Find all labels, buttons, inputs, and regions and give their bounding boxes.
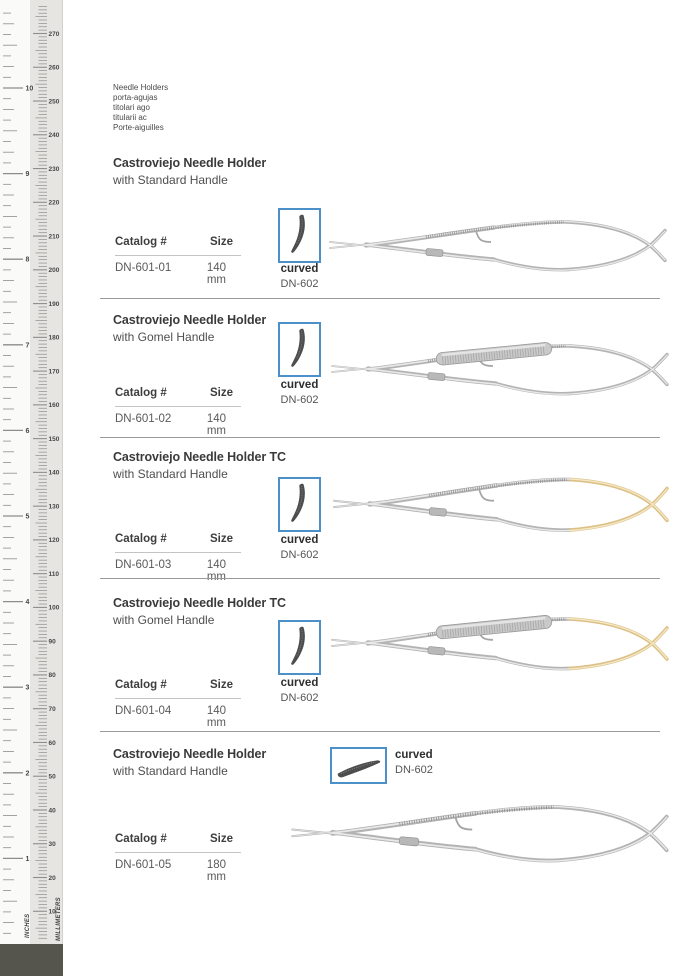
intro-line: porta-agujas bbox=[113, 93, 158, 102]
tip-style-code: DN-602 bbox=[280, 692, 319, 704]
curved-jaw-icon bbox=[280, 479, 319, 530]
product-spec-table bbox=[115, 833, 247, 883]
product-title: Castroviejo Needle Holder bbox=[113, 313, 267, 327]
curved-jaw-icon bbox=[280, 210, 319, 261]
svg-text:5: 5 bbox=[25, 513, 30, 521]
tip-style-label bbox=[263, 534, 336, 561]
intro-line: titularii ac bbox=[113, 113, 147, 122]
instrument-photo bbox=[330, 320, 670, 420]
svg-text:90: 90 bbox=[48, 638, 56, 646]
svg-text:8: 8 bbox=[25, 256, 30, 264]
category-intro bbox=[113, 83, 168, 133]
curved-jaw-icon bbox=[280, 324, 319, 375]
svg-text:120: 120 bbox=[48, 537, 60, 545]
svg-text:9: 9 bbox=[25, 171, 30, 179]
catalog-number: DN-601-02 bbox=[115, 413, 172, 425]
size-column-header: Size bbox=[210, 833, 234, 845]
tip-style-name: curved bbox=[395, 749, 433, 761]
product-spec-table bbox=[115, 387, 247, 437]
svg-text:20: 20 bbox=[48, 874, 56, 882]
svg-text:50: 50 bbox=[48, 773, 56, 781]
table-header-rule bbox=[115, 852, 241, 853]
svg-text:210: 210 bbox=[48, 233, 60, 241]
needle-holder-illustration bbox=[330, 320, 670, 420]
needle-holder-illustration bbox=[290, 778, 670, 890]
table-header-rule bbox=[115, 552, 241, 553]
size-value: 140 mm bbox=[206, 262, 227, 286]
intro-line: Needle Holders bbox=[113, 83, 169, 92]
size-value: 140 mm bbox=[206, 413, 227, 437]
svg-text:6: 6 bbox=[25, 427, 30, 435]
tip-style-thumbnail bbox=[278, 208, 321, 263]
ruler-scale bbox=[0, 0, 63, 944]
product-title: Castroviejo Needle Holder bbox=[113, 747, 267, 761]
instrument-photo bbox=[330, 592, 670, 696]
tip-style-name: curved bbox=[280, 379, 319, 391]
tip-style-label bbox=[395, 749, 433, 776]
svg-text:160: 160 bbox=[48, 402, 60, 410]
table-header-rule bbox=[115, 255, 241, 256]
tip-style-label bbox=[263, 263, 336, 290]
svg-text:2: 2 bbox=[25, 770, 30, 778]
svg-text:140: 140 bbox=[48, 469, 60, 477]
tip-style-name: curved bbox=[280, 677, 319, 689]
ruler-footer-block bbox=[0, 944, 63, 976]
table-header-rule bbox=[115, 698, 241, 699]
instrument-photo bbox=[332, 452, 670, 558]
ruler-millimeters-caption: MILLIMETERS bbox=[56, 897, 62, 941]
size-value: 140 mm bbox=[206, 559, 227, 583]
catalog-column-header: Catalog # bbox=[115, 387, 167, 399]
product-section-1 bbox=[113, 156, 693, 290]
svg-text:250: 250 bbox=[48, 98, 60, 106]
product-spec-table bbox=[115, 679, 247, 729]
svg-text:10: 10 bbox=[48, 908, 56, 916]
section-divider bbox=[100, 298, 660, 299]
intro-line: titolari ago bbox=[113, 103, 150, 112]
tip-style-thumbnail bbox=[278, 477, 321, 532]
size-column-header: Size bbox=[210, 533, 234, 545]
product-section-3 bbox=[113, 450, 693, 583]
svg-text:170: 170 bbox=[48, 368, 60, 376]
svg-text:230: 230 bbox=[48, 165, 60, 173]
catalog-number: DN-601-04 bbox=[115, 705, 172, 717]
product-section-5 bbox=[113, 747, 693, 883]
svg-text:270: 270 bbox=[48, 30, 60, 38]
svg-text:100: 100 bbox=[48, 604, 60, 612]
tip-style-name: curved bbox=[280, 534, 319, 546]
section-divider bbox=[100, 578, 660, 579]
curved-jaw-icon bbox=[280, 622, 319, 673]
product-spec-table bbox=[115, 533, 247, 583]
svg-text:150: 150 bbox=[48, 435, 60, 443]
catalog-number: DN-601-03 bbox=[115, 559, 172, 571]
needle-holder-illustration bbox=[330, 592, 670, 696]
instrument-photo bbox=[290, 778, 670, 890]
svg-text:40: 40 bbox=[48, 807, 56, 815]
tip-style-code: DN-602 bbox=[280, 394, 319, 406]
product-title: Castroviejo Needle Holder TC bbox=[113, 596, 286, 610]
catalog-column-header: Catalog # bbox=[115, 833, 167, 845]
svg-text:180: 180 bbox=[48, 334, 60, 342]
section-divider bbox=[100, 731, 660, 732]
product-title: Castroviejo Needle Holder bbox=[113, 156, 267, 170]
size-column-header: Size bbox=[210, 236, 234, 248]
tip-style-code: DN-602 bbox=[280, 278, 319, 290]
svg-text:7: 7 bbox=[25, 342, 30, 350]
needle-holder-illustration bbox=[332, 452, 670, 558]
svg-text:10: 10 bbox=[25, 85, 34, 93]
catalog-column-header: Catalog # bbox=[115, 236, 167, 248]
svg-text:240: 240 bbox=[48, 132, 60, 140]
product-section-4 bbox=[113, 596, 693, 729]
catalog-number: DN-601-01 bbox=[115, 262, 172, 274]
product-subtitle: with Standard Handle bbox=[113, 764, 228, 778]
tip-style-code: DN-602 bbox=[280, 549, 319, 561]
gomel-grip bbox=[436, 342, 553, 366]
instrument-photo bbox=[328, 196, 668, 296]
catalog-number: DN-601-05 bbox=[115, 859, 172, 871]
svg-text:220: 220 bbox=[48, 199, 60, 207]
svg-text:110: 110 bbox=[48, 570, 59, 578]
svg-text:80: 80 bbox=[48, 672, 56, 680]
catalog-column-header: Catalog # bbox=[115, 679, 167, 691]
product-subtitle: with Gomel Handle bbox=[113, 330, 215, 344]
tip-style-label bbox=[263, 677, 336, 704]
svg-text:200: 200 bbox=[48, 267, 60, 275]
product-title: Castroviejo Needle Holder TC bbox=[113, 450, 286, 464]
product-subtitle: with Standard Handle bbox=[113, 173, 228, 187]
product-section-2 bbox=[113, 313, 693, 437]
product-spec-table bbox=[115, 236, 247, 286]
svg-text:70: 70 bbox=[48, 706, 56, 713]
tip-style-thumbnail bbox=[278, 620, 321, 675]
ruler bbox=[0, 0, 63, 976]
svg-text:4: 4 bbox=[25, 599, 30, 607]
intro-line: Porte-aiguilles bbox=[113, 123, 164, 132]
svg-text:260: 260 bbox=[48, 64, 60, 72]
gomel-grip bbox=[436, 615, 553, 640]
ruler-inches-caption: INCHES bbox=[25, 913, 31, 938]
tip-style-label bbox=[263, 379, 336, 406]
svg-text:30: 30 bbox=[48, 841, 56, 849]
table-header-rule bbox=[115, 406, 241, 407]
needle-holder-illustration bbox=[328, 196, 668, 296]
catalog-column-header: Catalog # bbox=[115, 533, 167, 545]
section-divider bbox=[100, 437, 660, 438]
svg-text:60: 60 bbox=[48, 739, 56, 747]
tip-style-name: curved bbox=[280, 263, 319, 275]
product-subtitle: with Gomel Handle bbox=[113, 613, 215, 627]
svg-text:190: 190 bbox=[48, 300, 60, 308]
svg-text:130: 130 bbox=[48, 503, 60, 511]
size-column-header: Size bbox=[210, 679, 234, 691]
tip-style-code: DN-602 bbox=[395, 764, 433, 776]
svg-text:1: 1 bbox=[25, 855, 30, 863]
product-subtitle: with Standard Handle bbox=[113, 467, 228, 481]
svg-text:3: 3 bbox=[25, 684, 30, 692]
size-value: 140 mm bbox=[206, 705, 227, 729]
tip-style-thumbnail bbox=[278, 322, 321, 377]
size-column-header: Size bbox=[210, 387, 234, 399]
size-value: 180 mm bbox=[206, 859, 227, 883]
